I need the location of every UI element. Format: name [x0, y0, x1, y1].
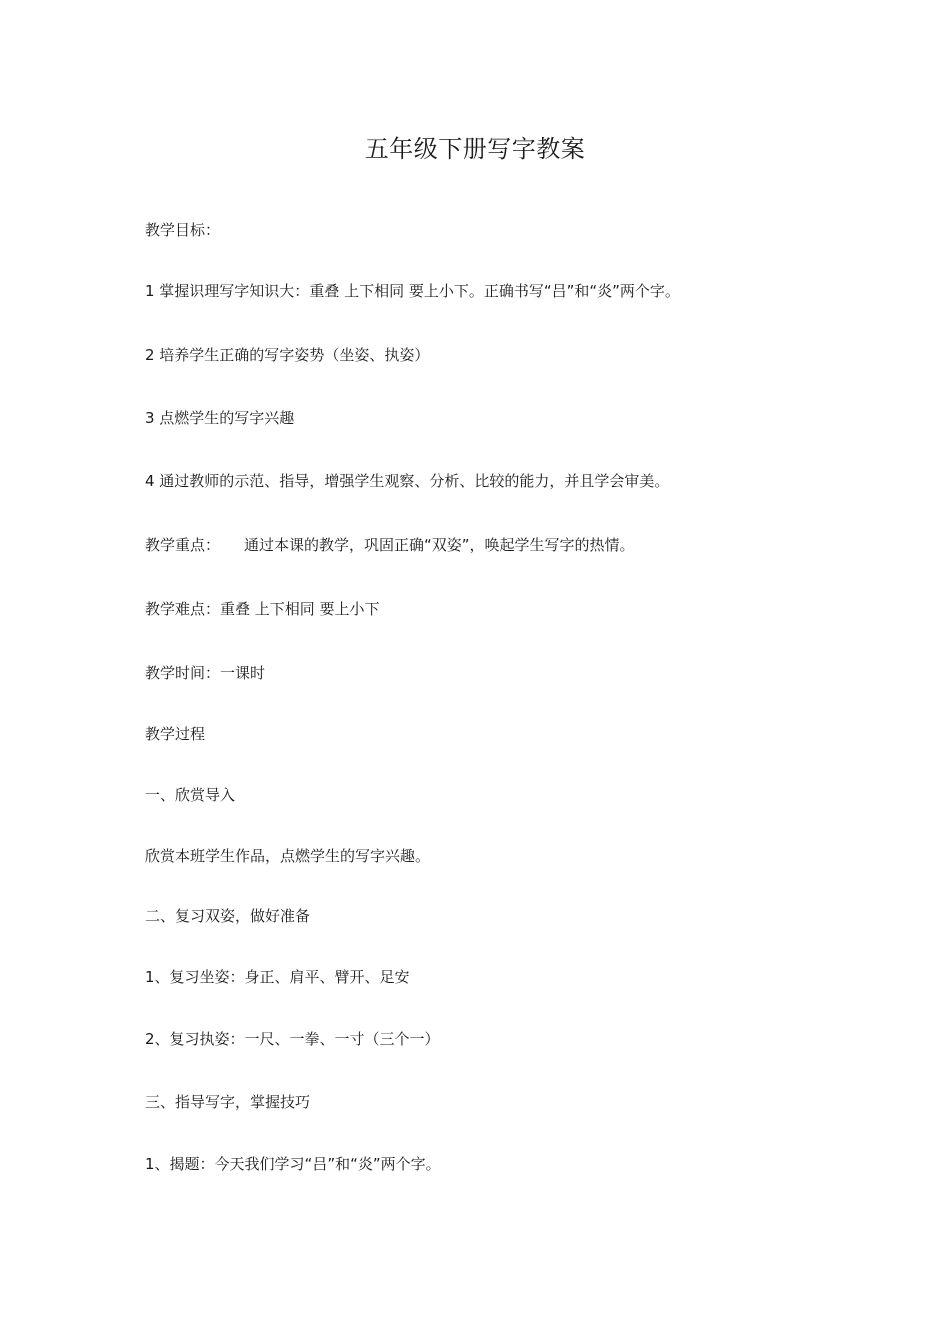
section-heading-2: 二、复习双姿，做好准备	[145, 907, 311, 925]
document-title: 五年级下册写字教案	[364, 135, 586, 163]
time-paragraph: 教学时间：一课时	[145, 664, 266, 682]
focus-paragraph	[145, 535, 635, 555]
section-2-item-2: 2、复习执姿：一尺、一拳、一寸（三个一）	[145, 1030, 440, 1048]
goal-item-2: 2 培养学生正确的写字姿势（坐姿、执姿）	[145, 346, 430, 364]
process-heading: 教学过程	[145, 725, 206, 743]
section-3-item-1: 1、揭题：今天我们学习“吕”和“炎”两个字。	[145, 1155, 441, 1173]
focus-label: 教学重点：	[145, 536, 221, 554]
goal-item-3: 3 点燃学生的写字兴趣	[145, 409, 295, 427]
difficulty-paragraph: 教学难点：重叠 上下相同 要上小下	[145, 600, 380, 618]
goals-heading: 教学目标：	[145, 221, 221, 239]
goal-item-1: 1 掌握识理写字知识大：重叠 上下相同 要上小下。正确书写“吕”和“炎”两个字。	[145, 282, 680, 300]
goal-item-4: 4 通过教师的示范、指导，增强学生观察、分析、比较的能力，并且学会审美。	[145, 472, 670, 490]
section-2-item-1: 1、复习坐姿：身正、肩平、臂开、足安	[145, 968, 410, 986]
section-1-text: 欣赏本班学生作品，点燃学生的写字兴趣。	[145, 847, 431, 865]
focus-text: 通过本课的教学，巩固正确“双姿”，唤起学生写字的热情。	[244, 536, 635, 554]
section-heading-3: 三、指导写字，掌握技巧	[145, 1093, 311, 1111]
section-heading-1: 一、欣赏导入	[145, 786, 236, 804]
